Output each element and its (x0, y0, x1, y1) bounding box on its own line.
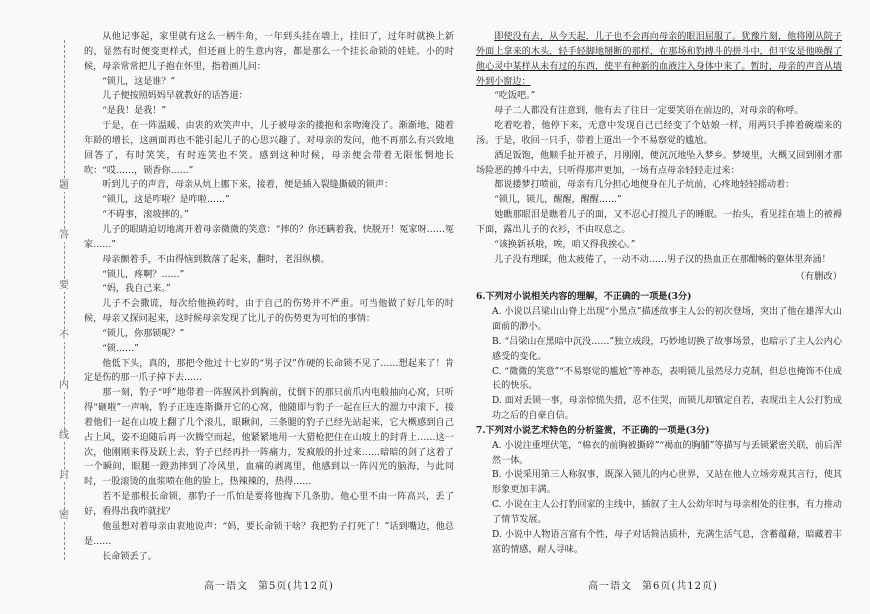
footer-page: 第6页 (642, 581, 672, 592)
footer-subject: 高一语文 (588, 581, 632, 592)
option-d: D. 小说中人物语言富有个性，母子对话简洁质朴，充满生活气息，含蓄蕴藉，暗藏着丰富的情感，耐人寻味。 (492, 529, 842, 555)
story-dialog: “锁……” (102, 343, 139, 354)
story-dialog: “锁儿，疼啊？……” (102, 269, 185, 280)
story-dialog: “锁儿，这是谁？” (102, 76, 176, 87)
source-note: （有删改） (795, 270, 842, 282)
question-stem (476, 424, 842, 439)
binding-margin (20, 40, 78, 560)
option-a: A. 小说以吕梁山山脊上出现“小黑点”描述故事主人公的初次登场，突出了他在雄浑大山面前的渺小。 (492, 307, 842, 333)
option-d: D. 面对丢锁一事，母亲惊慌失措，忍不住哭，而锁儿却镇定自若，表现出主人公打豹成功之后的自豪自信。 (492, 396, 842, 422)
binding-char: 密 (48, 510, 80, 522)
question-6 (476, 290, 842, 424)
question-7 (476, 424, 842, 558)
story-paragraph: 她瞧那眼泪是瞧着儿子的面，又不忍心打搅儿子的睡眠。一抬头，看见挂在墙上的被褥下面，露出儿子的衣衫，不由叹息之。 (476, 210, 842, 235)
story-paragraph: 他虽想对着母亲由衷地说声：“妈，要长命锁干啥？我把豹子打死了！”话到嘴边，他总是…… (84, 521, 454, 547)
question-number: 6. (476, 291, 486, 303)
question-stem (476, 290, 842, 305)
story-dialog: “锁儿，你那锁呢？” (102, 328, 185, 339)
binding-char: 封 (48, 470, 80, 482)
story-dialog: “妈，我自己来。” (102, 284, 171, 295)
story-paragraph: 儿子不会撒谎，每次给他换药时，由于自己的伤势并不严重。可当他做了好几年的时候，母亲又探问起来，这时候母亲发现了比儿子的伤势更为可怕的事情： (84, 299, 454, 325)
story-paragraph: 母子二人都没有注意到，他有去了往日一定要笑语在前边的，对母亲的称呼。 (494, 106, 804, 117)
story-dialog: “是我！是我！” (102, 106, 167, 117)
story-paragraph: 吃着吃着，他停下来，无意中发现自己已经变了个姑娘一样，用两只手捧着碗端来的汤。于是，收回一只手，带着上道出一个不易察觉的尴尬。 (476, 121, 842, 146)
question-text: 下列对小说艺术特色的分析鉴赏，不正确的一项是(3分) (485, 424, 710, 436)
option-b: B. “吕梁山在黑暗中沉没……”独立成段，巧妙地切换了故事场景，也暗示了主人公内心感受的变化。 (492, 336, 842, 362)
binding-char: 内 (48, 380, 80, 392)
story-paragraph: 母亲颤着手，不由得恼到数落了起来，翻时，老泪纵横。 (102, 254, 330, 265)
option-c: C. 小说在主人公打豹回家的主线中，插叙了主人公幼年时与母亲相处的往事，有力推动了情节发展。 (492, 500, 842, 525)
question-number: 7. (476, 424, 486, 436)
story-dialog: “锁儿，这是咋啦？是咋啦……” (102, 195, 230, 206)
story-paragraph: 都说搂梦打喷前，母亲有几分担心地便身在儿子炕前，心疼地轻轻摇动着： (494, 180, 795, 191)
footer-total: (共12页) (671, 581, 718, 592)
option-c: C. “微微的笑意”“不易察觉的尴尬”等神态，表明锁儿虽然尽力克制，但总也掩饰不住成长的快乐。 (492, 366, 842, 392)
binding-char: 答 (48, 230, 80, 242)
binding-char: 要 (48, 280, 80, 292)
story-paragraph: 于是，在一阵温暖、由衷的欢笑声中，儿子被母亲的搂抱和亲吻淹没了。渐渐地，随着年龄的增长，这画面再也不能引起儿子的心思兴趣了。对母亲的发问，他不再那么有兴致地回答了，有时笑笑，有时连笑也不笑。感到这种时候，母亲便会带着无限怅惘地长吹：“哎……，锁香你……” (84, 121, 454, 176)
story-paragraph: 儿子没有理睬，他太疲倦了，一动不动……男子汉的热血正在那酣畅的躯体里奔涌！ (494, 254, 831, 265)
right-page-column (476, 30, 842, 558)
story-paragraph: 他低下头，真的，那把令他过十七岁的“男子汉”作硬的长命锁不见了……想起来了！肯定是伤的那一爪子掉下去…… (84, 358, 454, 384)
story-paragraph: 那一刻，豹子“呼”地带着一阵腥风扑到胸前，仗倒下的那只前爪内电般抽向心窝，只听得“砸啦”一声响，豹子正连连斯撕开它的心窝，他随即与豹子一起在巨大的溜力中滚下，接着他们一起在山坡上翻了几个滚儿，眼瞅间，三条腿的豹子已经先站起来，它大概感到自己占上风，姿不迫随后再一次腾空而起，他紧紧地用一大猎枪把住在山坡上的封背上……这一次，他刚刚来得及跃上去，豹子已经再扑一阵痛力，发疯般的扑过来……暗暗的剑了这着了一个瞬间，眼腿一蹬劲摔到了冷风里，血痛的剥离里，他感到以一阵闪光的脑海，与此同时，一股滚烫的血浆喷在他的脸上，热辣辣的，热得…… (84, 388, 454, 488)
left-page-column (84, 30, 454, 564)
footer-page: 第5页 (258, 581, 288, 592)
story-paragraph: 听到儿子的声音，母亲从炕上挪下来，接着，便是插入裂缝撕破的锁声： (102, 180, 394, 191)
binding-char: 线 (48, 430, 80, 442)
story-paragraph: 长命锁丢了。 (102, 551, 157, 562)
footer-subject: 高一语文 (204, 581, 248, 592)
story-paragraph: 酒足饭饱，他顺手扯开被子，月刚刚，便沉沉地坠入梦乡。梦境里，大概又回到刚才那场险恶的搏斗中去，只听得那声更加，一场有点母亲轻轻走过来： (476, 150, 842, 176)
underlined-sentence: 即使没有去，从今天起，儿子也不会再向母亲的眼泪屈服了。犹豫片刻，他将刚从院子外面上拿来的木头，轻手轻脚地掰断的那样，在那场和豹搏斗的拼斗中，但平安是他唤醒了他心灵中某样从未有过的东西，使平有种新的血液注入身体中来了。暂时，母亲的声音从墙外到小窗边： (476, 32, 842, 87)
question-text: 下列对小说相关内容的理解，不正确的一项是(3分) (485, 291, 692, 303)
story-dialog: “锁儿，锁儿，醒醒，醒醒……” (494, 195, 622, 206)
story-paragraph: 从他记事起，家里就有这么一柄牛角，一年到头挂在墙上，挂旧了，过年时就换上新的，显然有时便变更样式，但还画上的生意内容，都是那么一个挂长命锁的娃娃。小的时候，母亲常常把儿子抱在怀里，指着画儿问： (84, 32, 454, 72)
story-paragraph: 若不是那根长命锁，那豹子一爪怕是要将他掏下几条肋。他心里不由一阵高兴，丢了好，看得出我咋就找？ (84, 492, 454, 517)
story-dialog: “吃饭吧。” (494, 91, 536, 102)
story-dialog: “该换新袄啦，唉，咱又得我挨心。” (494, 239, 636, 250)
option-b: B. 小说采用第三人称叙事，既深入锁儿的内心世界，又站在他人立场旁观其言行，使其形象更加丰满。 (492, 470, 842, 496)
footer-total: (共12页) (287, 581, 334, 592)
binding-dashed-line (64, 40, 65, 560)
story-paragraph (476, 30, 842, 89)
binding-char: 不 (48, 330, 80, 342)
story-dialog: “不碍事，滚坡摔的。” (102, 210, 189, 221)
option-a: A. 小说注重埋伏笔，“棉衣的前胸被撕碎”“褐血的胸脯”等描写与丢锁紧密关联，前后浑然一体。 (492, 440, 842, 466)
story-paragraph: 儿子的眼睛迫切地离开着母亲微微的笑意：“摔的？你还瞒着我，快脱开！冤家呀……冤家……” (84, 224, 454, 250)
story-dialog: 儿子便按照妈妈早就教好的话答道： (102, 91, 248, 102)
page-footer-left (204, 577, 334, 592)
binding-char: 题 (48, 180, 80, 192)
page-footer-right (588, 577, 718, 592)
